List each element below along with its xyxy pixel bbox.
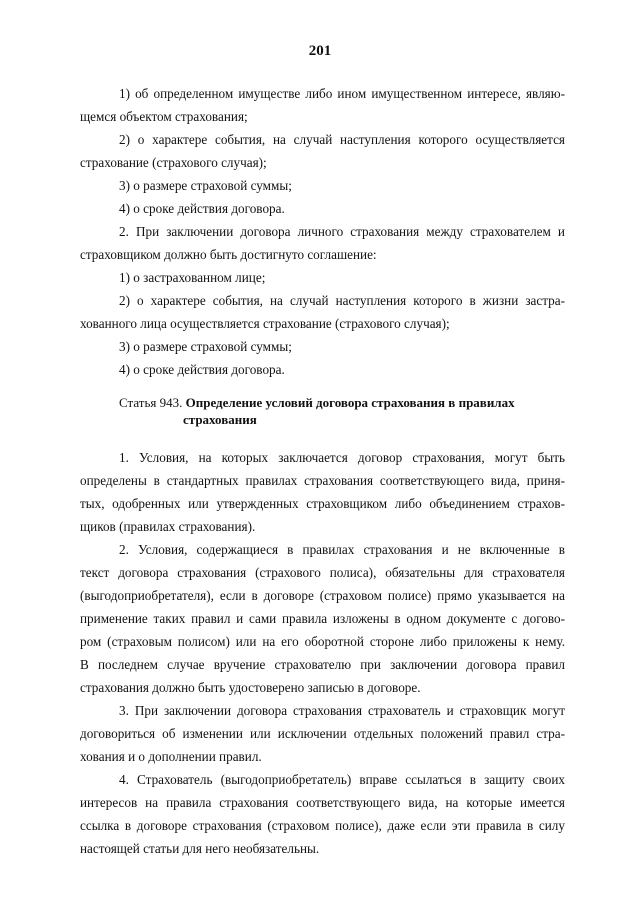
text-line: 2. При заключении договора личного страхования между страхователем и <box>119 224 565 239</box>
text-line: 3) о размере страховой суммы; <box>119 339 292 354</box>
text-line: 2. Условия, содержащиеся в правилах страхования и не включенные в <box>119 542 565 557</box>
text-line: договориться об изменении или исключении отдельных положений правил стра- <box>80 726 565 741</box>
text-line: (выгодоприобретателя), если в договоре (страховом полисе) прямо указывается на <box>80 588 565 603</box>
text-line: 4) о сроке действия договора. <box>119 362 285 377</box>
spacer <box>80 381 565 394</box>
article-heading <box>80 394 565 411</box>
article-number: Статья 943. <box>119 395 186 410</box>
text-line: 4) о сроке действия договора. <box>119 201 285 216</box>
text-line: 1) о застрахованном лице; <box>119 270 266 285</box>
text-line: текст договора страхования (страхового полиса), обязательны для страхователя <box>80 565 565 580</box>
text-line: 1. Условия, на которых заключается договор страхования, могут быть <box>119 450 565 465</box>
text-line: хованного лица осуществляется страхование (страхового случая); <box>80 316 450 331</box>
text-line: хования и о дополнении правил. <box>80 749 262 764</box>
page-body <box>80 82 565 860</box>
text-line: 4. Страхователь (выгодоприобретатель) вправе ссылаться в защиту своих <box>119 772 565 787</box>
article-title: Определение условий договора страхования в правилах <box>185 395 515 410</box>
text-line: определены в стандартных правилах страхования соответствующего вида, приня- <box>80 473 565 488</box>
text-line: ром (страховым полисом) или на его оборотной стороне либо приложены к нему. <box>80 634 565 649</box>
text-line: тых, одобренных или утвержденных страховщиком либо объединением страхов- <box>80 496 565 511</box>
text-line: 2) о характере события, на случай наступления которого осуществляется <box>119 132 565 147</box>
text-line: 3. При заключении договора страхования страхователь и страховщик могут <box>119 703 565 718</box>
text-line: интересов на правила страхования соответствующего вида, на которые имеется <box>80 795 565 810</box>
article-title-continuation: страхования <box>183 412 257 427</box>
text-line: В последнем случае вручение страхователю при заключении договора правил <box>80 657 565 672</box>
text-line: страховщиком должно быть достигнуто соглашение: <box>80 247 377 262</box>
spacer <box>80 433 565 446</box>
text-line: 2) о характере события, на случай наступления которого в жизни застра- <box>119 293 565 308</box>
text-line: щиков (правилах страхования). <box>80 519 256 534</box>
text-line: страхование (страхового случая); <box>80 155 267 170</box>
text-line: 1) об определенном имуществе либо ином имущественном интересе, являю- <box>119 86 565 101</box>
page-number: 201 <box>308 43 332 59</box>
text-line: ссылка в договоре страхования (страховом полисе), даже если эти правила в силу <box>80 818 565 833</box>
text-line: щемся объектом страхования; <box>80 109 248 124</box>
text-line: 3) о размере страховой суммы; <box>119 178 292 193</box>
text-line: страхования должно быть удостоверено записью в договоре. <box>80 680 421 695</box>
text-line: настоящей статьи для него необязательны. <box>80 841 320 856</box>
text-line: применение таких правил и сами правила изложены в одном документе с догово- <box>80 611 565 626</box>
